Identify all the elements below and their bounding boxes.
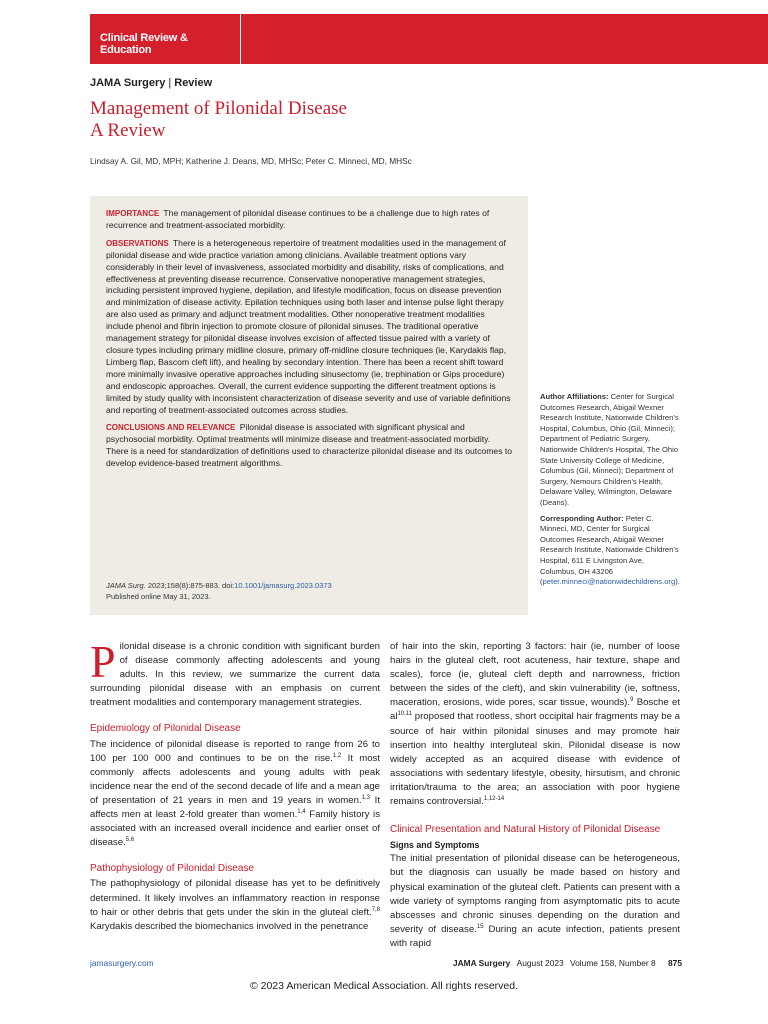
paragraph-text: It most commonly affects adolescents and young adults with peak incidence near the end of the second decade of life and a mean age of presentation of 21 years in men and 19 years in women. — [90, 752, 380, 806]
published-date: Published online May 31, 2023. — [106, 592, 211, 601]
reference-superscript: 15 — [476, 923, 484, 930]
section-label: Clinical Review & Education — [100, 32, 188, 56]
section-banner-label-box — [90, 14, 241, 64]
paragraph-text: proposed that rootless, short occipital hair fragments may be a source of hair within pilonidal sinuses and may promote hair insertion into healthy intergluteal skin. Pilonidal disease is now widely accepted as an acquired disease with evidence of associations with sedentary lifestyle, obesity, hirsutism, and chronic irritation/trauma to the area; an association with poor hygiene remains controversial. — [390, 711, 680, 808]
citation-ref: 2023;158(8):875-883. doi: — [147, 581, 235, 590]
corresponding-end: ). — [675, 577, 680, 587]
article-title — [90, 98, 347, 142]
abstract-text: There is a heterogeneous repertoire of treatment modalities used in the management of pilonidal disease and wide practice variation among clinicians. Available treatment options vary considerably in their level of invasiveness, associated morbidity and disability, risks of complications, and effectiveness at preventing disease recurrence. Conservative nonoperative management strategies, including persistent improved hygiene, depilation, and lifestyle modification, focus on disease prevention and minimization of disease activity. Epilation techniques using both laser and intense pulse light therapy are also used as primary and adjunct treatment modalities. Other nonoperative treatment modalities include phenol and fibrin injection to promote closure of pilonidal sinuses. The traditional operative management strategy for pilonidal disease involves excision of affected tissue paired with a variety of closure types including primary midline closure, primary off-midline closure techniques (ie, Karydakis flap, Limberg flap, Bascom cleft lift), and healing by secondary intention. There has been a recent shift toward more minimally invasive operative approaches including sinusectomy (ie, trephination or Gips procedure) and endoscopic approaches. Overall, the current evidence supporting the different treatment options is limited by study quality with inconsistent characterization of disease severity and use of variable definitions and reporting of treatment-associated outcomes across studies. — [106, 237, 511, 415]
article-type: Review — [174, 77, 213, 89]
footer-meta — [453, 958, 682, 968]
body-column-right — [390, 640, 680, 951]
reference-superscript: 1,4 — [297, 808, 306, 815]
author-list: Lindsay A. Gil, MD, MPH; Katherine J. Deans, MD, MHSc; Peter C. Minneci, MD, MHSc — [90, 156, 412, 166]
journal-url-link[interactable]: jamasurgery.com — [90, 958, 154, 968]
section-heading-epidemiology: Epidemiology of Pilonidal Disease — [90, 723, 241, 735]
article-citation — [106, 580, 332, 602]
reference-superscript: 1,12-14 — [483, 795, 505, 802]
paragraph-text: The pathophysiology of pilonidal disease has yet to be definitively determined. It likely involves an inflammatory reaction in response to hair or other debris that gets under the skin in the gluteal cleft. — [90, 878, 380, 918]
paragraph-text: Karydakis described the biomechanics involved in the penetrance — [90, 920, 369, 932]
paragraph-text: It affects men at least 2-fold greater than women. — [90, 794, 380, 821]
abstract-observations — [106, 238, 514, 417]
section-heading-pathophysiology: Pathophysiology of Pilonidal Disease — [90, 863, 254, 875]
abstract-text: The management of pilonidal disease continues to be a challenge due to high rates of recurrence and treatment-associated morbidity. — [106, 208, 490, 230]
copyright-notice: © 2023 American Medical Association. All rights reserved. — [249, 980, 519, 992]
abstract-heading: CONCLUSIONS AND RELEVANCE — [106, 423, 236, 433]
affiliations-text: Center for Surgical Outcomes Research, Abigail Wexner Research Institute, Nationwide Children's Hospital, Columbus, Ohio (Gil, Minneci); Department of Pediatric Surgery, Nationwide Children's Hospital, The Ohio State University College of Medicine, Columbus (Gil, Minneci); Department of Surgery, Nemours Children's Health, Delaware Valley, Wilmington, Delaware (Deans). — [540, 392, 679, 507]
reference-superscript: 9 — [630, 697, 634, 704]
intro-text: ilonidal disease is a chronic condition with significant burden of disease commonly affecting adolescents and young adults. In this review, we summarize the current data surrounding pilonidal disease with an emphasis on current treatment modalities and contemporary management strategies. — [90, 641, 380, 709]
author-affiliations-sidebar — [540, 392, 680, 593]
footer-date: August 2023 — [516, 958, 564, 968]
reference-superscript: 1,2 — [332, 752, 342, 759]
title-subtitle: A Review — [90, 120, 166, 141]
paragraph-text: The initial presentation of pilonidal disease can be heterogeneous, but the diagnosis can usually be made based on history and physical examination of the gluteal cleft. Patients can present with a wide variety of symptoms ranging from asymptomatic pits to acute abscesses and chronic sinuses depending on the duration and severity of disease. — [390, 853, 680, 935]
reference-superscript: 1,3 — [361, 794, 370, 801]
paragraph-text: The incidence of pilonidal disease is reported to range from 26 to 100 per 100 000 and continues to be on the rise. — [90, 738, 380, 764]
journal-name: JAMA Surgery — [90, 77, 166, 89]
reference-superscript: 5,6 — [125, 837, 135, 844]
body-column-left — [90, 636, 380, 934]
drop-cap: P — [90, 636, 116, 687]
pathophysiology-paragraph — [90, 877, 380, 933]
corresponding-label: Corresponding Author: — [540, 513, 624, 523]
paragraph-text: Family history is associated with an increased overall incidence and earlier onset of disease. — [90, 809, 380, 849]
footer-journal: JAMA Surgery — [452, 958, 511, 968]
affiliations-label: Author Affiliations: — [540, 392, 609, 401]
citation-journal: JAMA Surg. — [106, 581, 146, 590]
pathophysiology-continued — [390, 640, 680, 809]
abstract-conclusions — [106, 422, 514, 470]
doi-link[interactable]: 10.1001/jamasurg.2023.0373 — [234, 581, 332, 590]
epidemiology-paragraph — [90, 738, 380, 851]
abstract-heading: OBSERVATIONS — [106, 238, 169, 248]
page-number: 875 — [668, 958, 682, 968]
email-link[interactable]: peter.minneci@nationwidechildrens.org — [542, 577, 676, 587]
paragraph-text: Bosche et al — [390, 697, 680, 723]
affiliations — [540, 392, 680, 509]
clinical-paragraph — [390, 852, 680, 951]
title-main: Management of Pilonidal Disease — [90, 98, 347, 119]
reference-superscript: 10,11 — [397, 711, 413, 718]
journal-line — [90, 77, 212, 89]
reference-superscript: 7,8 — [371, 906, 380, 913]
section-heading-clinical: Clinical Presentation and Natural History of Pilonidal Disease — [390, 824, 661, 836]
paragraph-text: of hair into the skin, reporting 3 factors: hair (ie, number of loose hairs in the gluteal cleft, root acuteness, hair texture, shape and scales), force (ie, gluteal cleft depth and narrowness, friction between the sides of the cleft), and skin vulnerability (ie, softness, maceration, erosions, wide pores, scar tissue, wounds). — [390, 641, 680, 709]
abstract-heading: IMPORTANCE — [106, 209, 160, 218]
footer-volume: Volume 158, Number 8 — [570, 958, 656, 968]
abstract-importance — [106, 208, 514, 232]
corresponding-author — [540, 514, 680, 588]
abstract-text: Pilonidal disease is associated with significant physical and psychosocial morbidity. Optimal treatments will minimize disease and treatment-associated morbidity. There is a need for standardization of definitions used to characterize pilonidal disease and its outcomes to develop evidence-based treatment algorithms. — [106, 422, 513, 469]
paragraph-text: During an acute infection, patients present with rapid — [390, 923, 680, 949]
intro-paragraph — [90, 636, 380, 710]
subsection-heading: Signs and Symptoms — [390, 840, 480, 851]
corresponding-text: Peter C. Minneci, MD, Center for Surgical Outcomes Research, Abigail Wexner Research Institute, Nationwide Children's Hospital, 611 E Livingston Ave, Columbus, OH 43206 ( — [540, 513, 679, 587]
section-banner — [90, 14, 768, 64]
abstract — [106, 208, 514, 476]
journal-separator: | — [168, 77, 172, 89]
